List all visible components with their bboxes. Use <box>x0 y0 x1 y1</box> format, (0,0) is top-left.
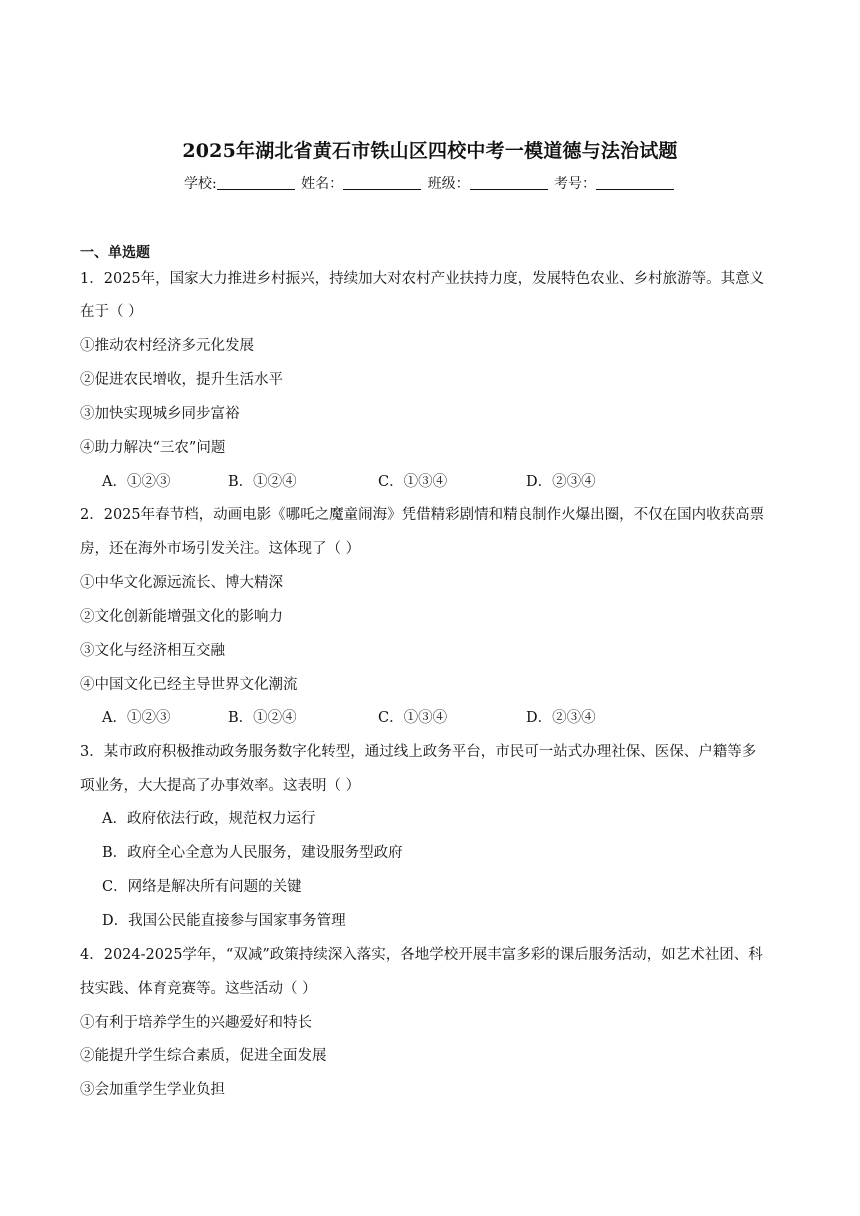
q2-item-4: ④中国文化已经主导世界文化潮流 <box>80 677 298 693</box>
q1-item-1: ①推动农村经济多元化发展 <box>80 338 254 354</box>
q2-option-a[interactable]: A．①②③ <box>102 710 171 726</box>
q3-stem-line1: 3．某市政府积极推动政务服务数字化转型，通过线上政务平台，市民可一站式办理社保、医保、户籍等多 <box>80 744 757 760</box>
q4-stem-line1: 4．2024-2025学年，“双减”政策持续深入落实，各地学校开展丰富多彩的课后服务活动，如艺术社团、科 <box>80 947 763 963</box>
q1-item-4: ④助力解决“三农”问题 <box>80 440 226 456</box>
q1-item-2: ②促进农民增收，提升生活水平 <box>80 372 283 388</box>
number-blank <box>596 175 674 190</box>
q4-item-3: ③会加重学生学业负担 <box>80 1082 225 1098</box>
q2-item-3: ③文化与经济相互交融 <box>80 643 225 659</box>
q2-item-1: ①中华文化源远流长、博大精深 <box>80 575 283 591</box>
q2-stem-line2: 房，还在海外市场引发关注。这体现了（ ） <box>80 541 361 557</box>
q3-option-d[interactable]: D．我国公民能直接参与国家事务管理 <box>102 913 346 929</box>
q2-stem-line1: 2．2025年春节档，动画电影《哪吒之魔童闹海》凭借精彩剧情和精良制作火爆出圈，不仅在国内收获高票 <box>80 507 765 523</box>
q1-option-b[interactable]: B．①②④ <box>228 474 297 490</box>
class-label: 班级： <box>427 176 470 192</box>
school-blank <box>217 175 295 190</box>
q2-option-c[interactable]: C．①③④ <box>378 710 448 726</box>
q2-option-d[interactable]: D．②③④ <box>526 710 596 726</box>
student-info-row <box>0 173 860 193</box>
name-label: 姓名： <box>301 176 344 192</box>
name-blank <box>343 175 421 190</box>
q1-item-3: ③加快实现城乡同步富裕 <box>80 406 240 422</box>
q4-item-1: ①有利于培养学生的兴趣爱好和特长 <box>80 1015 312 1031</box>
q2-option-b[interactable]: B．①②④ <box>228 710 297 726</box>
q4-stem-line2: 技实践、体育竞赛等。这些活动（ ） <box>80 981 317 997</box>
number-label: 考号： <box>554 176 597 192</box>
q1-stem-line2: 在于（ ） <box>80 304 143 320</box>
class-blank <box>470 175 548 190</box>
q1-stem-line1: 1．2025年，国家大力推进乡村振兴，持续加大对农村产业扶持力度，发展特色农业、乡村旅游等。其意义 <box>80 271 765 287</box>
q3-option-c[interactable]: C．网络是解决所有问题的关键 <box>102 879 302 895</box>
q1-option-a[interactable]: A．①②③ <box>102 474 171 490</box>
exam-title: 2025年湖北省黄石市铁山区四校中考一模道德与法治试题 <box>182 140 678 162</box>
q3-stem-line2: 项业务，大大提高了办事效率。这表明（ ） <box>80 778 361 794</box>
q2-item-2: ②文化创新能增强文化的影响力 <box>80 609 283 625</box>
q3-option-b[interactable]: B．政府全心全意为人民服务，建设服务型政府 <box>102 845 403 861</box>
q4-item-2: ②能提升学生综合素质，促进全面发展 <box>80 1048 327 1064</box>
q3-option-a[interactable]: A．政府依法行政，规范权力运行 <box>102 811 316 827</box>
q1-option-c[interactable]: C．①③④ <box>378 474 448 490</box>
section-heading: 一、单选题 <box>80 245 150 261</box>
q1-option-d[interactable]: D．②③④ <box>526 474 596 490</box>
school-label: 学校: <box>183 176 217 192</box>
